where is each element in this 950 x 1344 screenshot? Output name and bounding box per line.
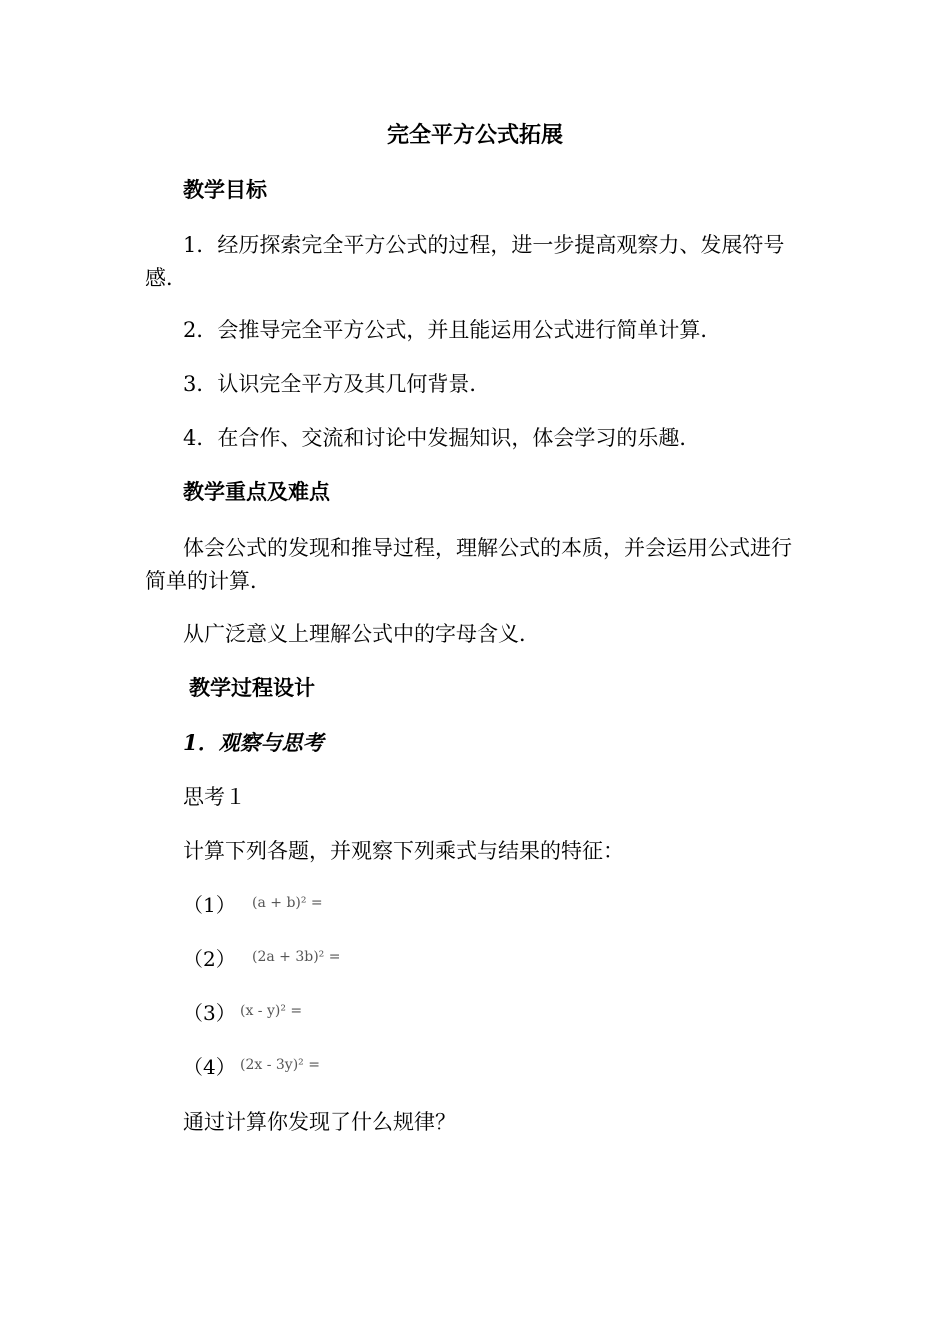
objective-item-2: 2．会推导完全平方公式，并且能运用公式进行简单计算． — [183, 318, 722, 342]
objectives-heading: 教学目标 — [183, 178, 267, 202]
problem-label-1: （1） — [183, 893, 236, 917]
instruction-text: 计算下列各题，并观察下列乘式与结果的特征： — [183, 839, 624, 863]
problem-expr-2: (2a + 3b)² = — [252, 949, 341, 965]
objective-item-4: 4．在合作、交流和讨论中发掘知识，体会学习的乐趣． — [183, 426, 701, 450]
think-label: 思考１ — [183, 785, 246, 809]
problem-expr-3: (x - y)² = — [240, 1003, 303, 1019]
key-point-item-1: 体会公式的发现和推导过程，理解公式的本质，并会运用公式进行简单的计算． — [145, 536, 792, 593]
objective-item-3: 3．认识完全平方及其几何背景． — [183, 372, 491, 396]
document-title: 完全平方公式拓展 — [386, 123, 563, 148]
process-heading: 教学过程设计 — [189, 676, 315, 700]
section-observe-think: 1．观察与思考 — [183, 730, 324, 755]
key-points-heading: 教学重点及难点 — [183, 480, 330, 504]
problem-label-4: （4） — [183, 1055, 236, 1079]
key-point-item-2: 从广泛意义上理解公式中的字母含义． — [183, 622, 540, 646]
problem-label-2: （2） — [183, 947, 236, 971]
question-text: 通过计算你发现了什么规律？ — [183, 1110, 456, 1134]
problem-expr-4: (2x - 3y)² = — [240, 1057, 320, 1073]
objective-item-1: 1．经历探索完全平方公式的过程，进一步提高观察力、发展符号感． — [145, 233, 785, 290]
problem-label-3: （3） — [183, 1001, 236, 1025]
problem-expr-1: (a + b)² = — [252, 895, 323, 911]
